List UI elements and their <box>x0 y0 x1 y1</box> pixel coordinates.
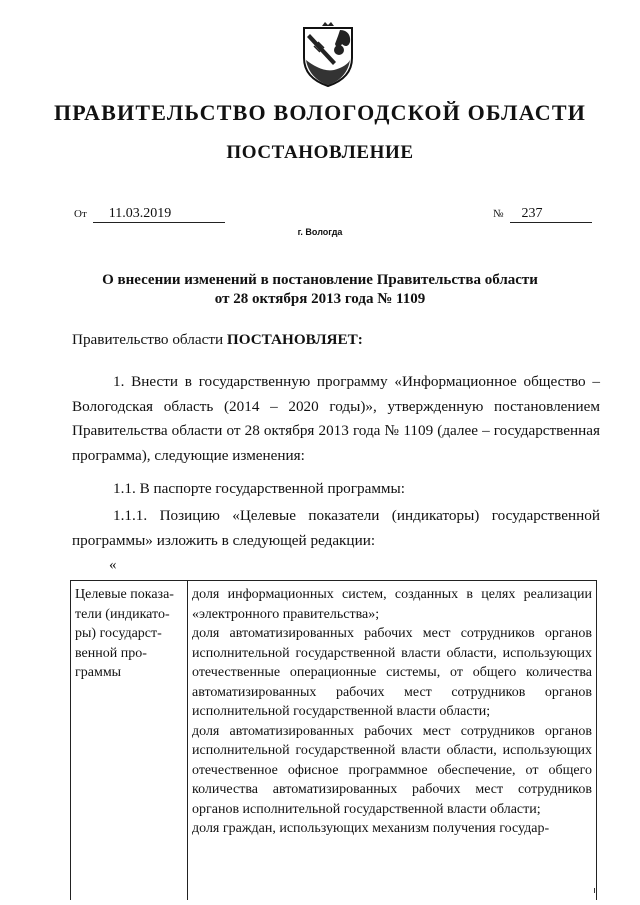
paragraph-1-1: 1.1. В паспорте государственной программы: <box>113 480 405 497</box>
table-label-cell <box>75 585 179 683</box>
indicator-item: доля автоматизированных рабочих мест сотрудников органов исполнительной государственной власти области, использующих отечественное офисное программное обеспечение, от общего количества автоматизированных рабочих мест сотрудников органов исполнительной государственной власти области; <box>192 723 592 817</box>
vologda-coat-of-arms-icon <box>300 22 356 88</box>
table-label-line: Целевые показа- <box>75 587 174 602</box>
heading-line-2: от 28 октября 2013 года № 1109 <box>214 291 426 307</box>
table-label-line: граммы <box>75 665 122 680</box>
date-value: 11.03.2019 <box>93 206 225 223</box>
paragraph-1-1-1: 1.1.1. Позицию «Целевые показатели (индикаторы) государственной программы» изложить в следующей редакции: <box>72 507 600 549</box>
indicator-item: доля автоматизированных рабочих мест сотрудников органов исполнительной государственной власти области, использующих отечественные операционные системы, от общего количества автоматизированных рабочих мест сотрудников органов исполнительной государственной власти области; <box>192 626 592 719</box>
indicators-table <box>70 580 597 900</box>
paragraph-1: 1. Внести в государственную программу «Информационное общество – Вологодская область (2014 – 2020 годы)», утвержденную постановлением Правительства области от 28 октября 2013 года № 1109 (далее – государственная программа), следующие изменения: <box>72 373 600 464</box>
table-column-divider <box>187 581 188 900</box>
decree-line <box>72 328 600 353</box>
document-heading <box>60 271 580 309</box>
date-prefix: От <box>74 208 87 220</box>
number-value: 237 <box>510 206 592 223</box>
table-label-line: тели (индикато- <box>75 606 170 622</box>
indicator-item: доля граждан, использующих механизм получения государ- <box>192 821 550 836</box>
document-type: ПОСТАНОВЛЕНИЕ <box>226 142 414 163</box>
number-field <box>493 206 592 223</box>
number-prefix: № <box>493 208 504 220</box>
heading-line-1: О внесении изменений в постановление Правительства области <box>102 272 538 288</box>
city-label: г. Вологда <box>297 227 343 237</box>
date-field <box>74 206 225 223</box>
indicator-item: доля информационных систем, созданных в целях реализации «электронного правительства»; <box>192 587 592 622</box>
page-mark <box>594 888 595 893</box>
table-content-cell <box>192 585 592 839</box>
table-label-line: венной про- <box>75 645 147 661</box>
decree-prefix: Правительство области <box>72 331 227 348</box>
opening-quote: « <box>109 557 117 573</box>
government-title: ПРАВИТЕЛЬСТВО ВОЛОГОДСКОЙ ОБЛАСТИ <box>53 100 587 125</box>
table-label-line: ры) государст- <box>75 626 162 641</box>
decree-word: ПОСТАНОВЛЯЕТ: <box>226 331 363 348</box>
